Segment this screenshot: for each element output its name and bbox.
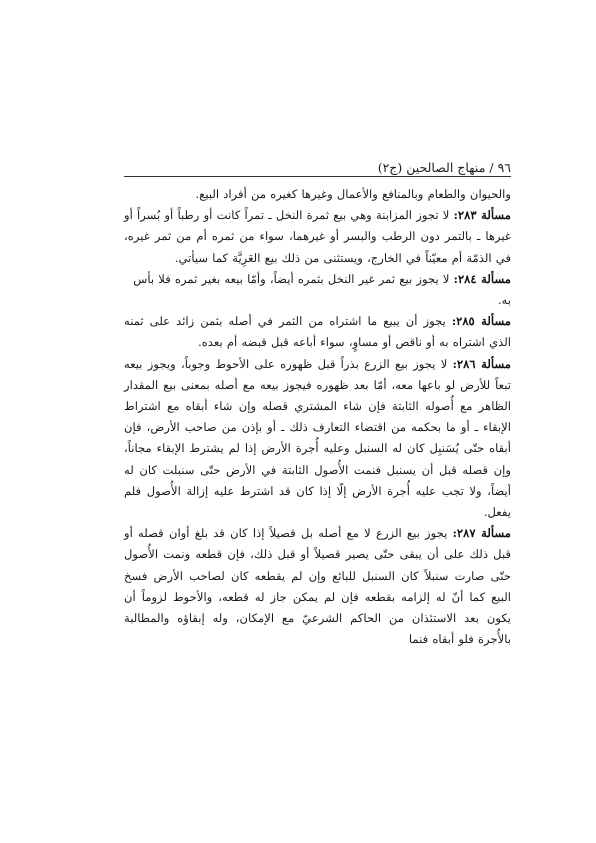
running-head-text: ٩٦ / منهاج الصالحين (ج٢) [377,160,511,175]
paragraph-issue-284-tail [124,290,511,311]
paragraph-issue-284 [124,269,511,290]
paragraph-text: لا يجوز بيع الزرع بذراً قبل ظهوره على الأحوط وجوباً، ويجوز بيعه تبعاً للأرض لو باعها معه، أمّا بعد ظهوره فيجوز بيعه مع أصله بمعنى بيع المقدار الظاهر مع أُصوله الثابتة فإن شاء المشتري قصله وإن شاء أبقاه مع اشتراط الإبقاء ـ أو ما بحكمه من اقتضاء التعارف ذلك ـ أو بإذن من صاحب الأرض، فإن أبقاه حتّى يُسَنبِل كان له السنبل وعليه أُجرة الأرض إذا لم يشترط الإبقاء مجاناً، وإن قصله قبل أن يسنبل فنمت الأُصول الثابتة في الأرض حتّى سنبلت كان له أيضاً، ولا تجب عليه أُجرة الأرض إلّا إذا كان قد اشترط عليه إزالة الأُصول فلم يفعل. [124,356,511,520]
paragraph-text: لا يجوز بيع ثمر غير النخل بثمره أيضاً، وأمّا بيعه بغير ثمره فلا بأس [133,271,454,286]
header-divider [124,176,511,177]
issue-label: مسألة ٢٨٧: [452,526,511,541]
issue-label: مسألة ٢٨٥: [451,314,511,329]
page-body [124,184,511,650]
paragraph-issue-283 [124,205,511,269]
paragraph-issue-285 [124,311,511,353]
paragraph-text: به. [497,293,511,308]
paragraph-text: يجوز بيع الزرع لا مع أصله بل قصيلاً إذا كان قد بلغ أوان قصله أو قبل ذلك على أن يبقى حتّى يصير قصيلاً أو قبل ذلك، فإن قطعه ونمت الأُصول حتّى صارت سنبلاً كان السنبل للبائع وإن لم يقطعه كان لصاحب الأرض فسخ البيع كما أنّ له إلزامه بقطعه فإن لم يمكن جاز له قطعه، والأحوط لزوماً أن يكون بعد الاستئذان من الحاكم الشرعيّ مع الإمكان، وله إبقاؤه والمطالبة بالأُجرة فلو أبقاه فنما [124,526,511,647]
paragraph-text: يجوز أن يبيع ما اشتراه من الثمر في أصله بثمن زائد على ثمنه الذي اشتراه به أو ناقص أو مساوٍ، سواء أباعه قبل قبضه أم بعده. [124,314,511,350]
issue-label: مسألة ٢٨٦: [452,356,512,371]
paragraph-text: لا تجوز المزابنة وهي بيع ثمرة النخل ـ تمراً كانت أو رطباً أو بُسراً أو غيرها ـ بالتمر دون الرطب والبسر أو غيرهما، سواء من ثمره أم من ثمر غيره، في الذمّة أم معيّناً في الخارج، ويستثنى من ذلك بيع العَرِيَّة كما سيأتي. [124,208,511,265]
running-header [124,154,511,176]
paragraph-issue-286 [124,354,511,524]
paragraph-text: والحيوان والطعام وبالمنافع والأعمال وغيرها كغيره من أفراد البيع. [195,187,511,201]
issue-label: مسألة ٢٨٤: [453,271,511,286]
issue-label: مسألة ٢٨٣: [453,208,511,223]
paragraph-continuation [124,184,511,205]
paragraph-issue-287 [124,523,511,650]
